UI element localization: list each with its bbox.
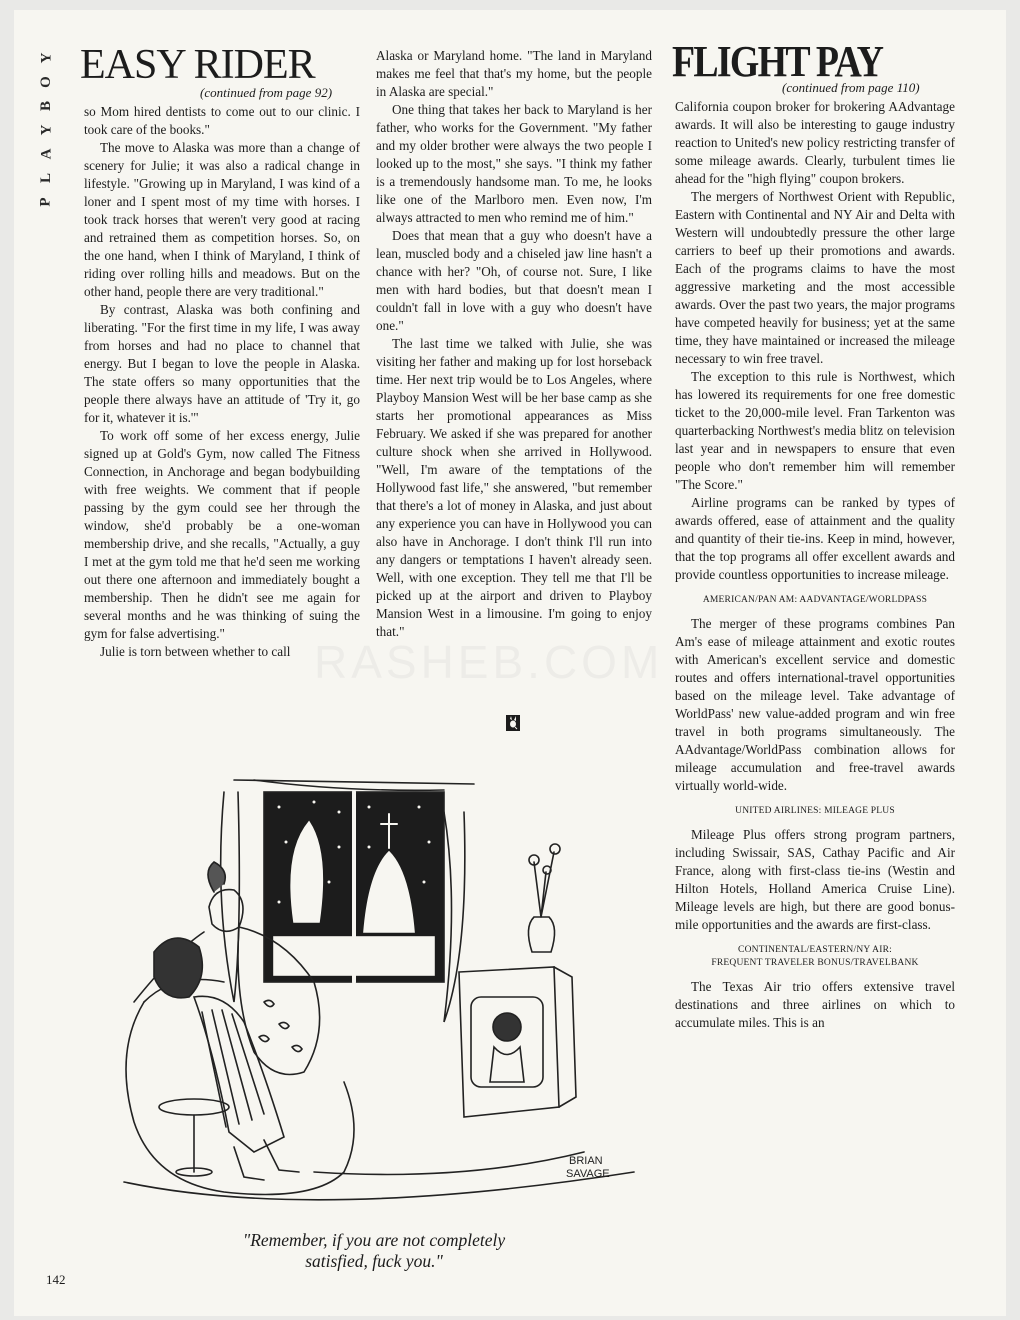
- caption-line: "Remember, if you are not completely: [242, 1230, 506, 1250]
- section-subhead: FREQUENT TRAVELER BONUS/TRAVELBANK: [711, 958, 919, 968]
- paragraph: By contrast, Alaska was both confining and liberating. "For the first time in my life, I was away from horses and had no place to channel that energy. But I began to love the people in Alaska. The state offers so many opportunities that the people there always have an attitude of 'Try it, go for it, whatever it is.'": [84, 302, 360, 425]
- masthead-letter: Y: [38, 52, 54, 64]
- flight-pay-title: FLIGHT PAY: [672, 37, 883, 86]
- paragraph: The Texas Air trio offers extensive travel destinations and three airlines on which to accumulate miles. This is an: [675, 979, 955, 1030]
- cartoonist-signature: BRIAN: [569, 1155, 603, 1167]
- easy-rider-column-2: [376, 47, 652, 641]
- paragraph: so Mom hired dentists to come out to our clinic. I took care of the books.": [84, 104, 360, 137]
- masthead-letter: P: [37, 197, 54, 207]
- paragraph: Alaska or Maryland home. "The land in Maryland makes me feel that that's my home, but the people in Alaska are special.": [376, 48, 652, 99]
- section-subhead: AMERICAN/PAN AM: AADVANTAGE/WORLDPASS: [702, 595, 928, 605]
- paragraph: Mileage Plus offers strong program partners, including Swissair, SAS, Cathay Pacific and Air France, along with first-class tie-ins (Westin and Hilton Hotels, Holland America Cruise Line). Mileage levels are high, but there are good bonus-mile opportunities and the awards are first-class.: [675, 827, 955, 932]
- rabbit-head-endmark-icon: [506, 715, 520, 731]
- paragraph: Airline programs can be ranked by types of awards offered, ease of attainment and the quality and quantity of their tie-ins. Keep in mind, however, that the top programs all offer excellent awards and provide countless opportunities to increase mileage.: [675, 495, 955, 582]
- easy-rider-column-1: [84, 103, 360, 661]
- easy-rider-continued: (continued from page 92): [200, 85, 333, 100]
- caption-line: satisfied, fuck you.": [305, 1251, 443, 1271]
- paragraph: Does that mean that a guy who doesn't have a lean, muscled body and a chiseled jaw line hasn't a chance with her? "Oh, of course not. Sure, I like men with hard bodies, but that doesn't mean I couldn't fall in love with a guy who doesn't have one.": [376, 228, 652, 333]
- masthead-letter: B: [37, 100, 54, 112]
- masthead-vertical: [36, 46, 56, 214]
- paragraph: The mergers of Northwest Orient with Republic, Eastern with Continental and NY Air and Delta with Western will undoubtedly pressure the other large carriers to beef up their promotions and awards. Each of the programs claims to have the most aggressive marketing and the most accessible awards. Over the past two years, the major programs have competed heavily for business; yet at the same time, they have maintained or increased the mileage necessary to win free travel.: [675, 189, 955, 366]
- paragraph: The move to Alaska was more than a change of scenery for Julie; it was also a radical change in lifestyle. "Growing up in Maryland, I was kind of a loner and I spent most of my time with horses. I took track horses that weren't very good at racing and retrained them as competition horses. So, on the one hand, when I think of Maryland, I think of riding over rolling hills and meadows. But on the other hand, people there are very traditional.": [84, 140, 360, 299]
- paragraph: The exception to this rule is Northwest, which has lowered its requirements for one free domestic ticket to the 20,000-mile level. Fran Tarkenton was quarterbacking Northwest's media blitz on television last year and in newspapers to ensure that even people who don't remember him will remember "The Score.": [675, 369, 955, 492]
- cartoonist-signature: SAVAGE: [566, 1168, 610, 1180]
- section-subhead: UNITED AIRLINES: MILEAGE PLUS: [735, 806, 895, 816]
- paragraph: To work off some of her excess energy, Julie signed up at Gold's Gym, now called The Fitness Connection, in Anchorage and began bodybuilding with free weights. We comment that if people passing by the gym could see her through the window, she'd probably be a one-woman membership drive, and she recalls, "Actually, a guy I met at the gym told me that he'd seen me working out there one afternoon and immediately bought a membership. Then he didn't see me again for several months and he was thinking of suing the gym for false advertising.": [84, 428, 360, 641]
- watermark: RASHEB.COM: [314, 636, 664, 688]
- masthead-letter: O: [37, 76, 54, 88]
- paragraph: Julie is torn between whether to call: [100, 644, 291, 659]
- flight-pay-continued: (continued from page 110): [782, 80, 920, 95]
- masthead-letter: Y: [38, 124, 54, 136]
- cartoon-illustration: [114, 752, 654, 1222]
- masthead-letter: L: [37, 172, 54, 184]
- section-subhead: CONTINENTAL/EASTERN/NY AIR:: [738, 945, 892, 955]
- paragraph: The last time we talked with Julie, she was visiting her father and making up for lost horseback time. Her next trip would be to Los Angeles, where Playboy Mansion West will be her base camp as she starts her promotional appearances as Miss February. We asked if she was prepared for another culture shock when she arrived in Hollywood. "Well, I'm aware of the temptations of the Hollywood fast life," she answered, "but remember that there's a lot of money in Alaska, and just about any experience you can have in Hollywood you can also have in Anchorage. I don't think I'll run into any dangers or temptations I haven't already seen. Well, with one exception. They tell me that I'll be picked up at the airport and driven to Playboy Mansion West in a limousine. I'm going to enjoy that.": [376, 336, 652, 639]
- page-number: 142: [46, 1272, 66, 1287]
- paragraph: The merger of these programs combines Pan Am's ease of mileage attainment and exotic routes with American's excellent service and domestic routes and offers international-travel opportunities based on the mileage level. Take advantage of WorldPass' new value-added program and win free travel in both programs simultaneously. The AAdvantage/WorldPass combination allows for mileage accumulation and free-travel awards virtually world-wide.: [675, 616, 955, 793]
- masthead-letter: A: [38, 148, 54, 160]
- paragraph: California coupon broker for brokering AAdvantage awards. It will also be interesting to gauge industry reaction to United's new policy restricting transfer of some mileage awards. Clearly, turbulent times lie ahead for the "high flying" coupon brokers.: [675, 99, 955, 186]
- magazine-page: [14, 10, 1006, 1316]
- flight-pay-column: [675, 98, 955, 1032]
- cartoon-caption: [174, 1230, 574, 1272]
- paragraph: One thing that takes her back to Maryland is her father, who works for the Government. "My father and my older brother were always the two people I looked up to the most," she says. "I think my father is a tremendously handsome man. To me, he looks like one of the Marlboro men. Even now, I'm always attracted to men who remind me of him.": [376, 102, 652, 225]
- easy-rider-title: EASY RIDER: [80, 42, 315, 88]
